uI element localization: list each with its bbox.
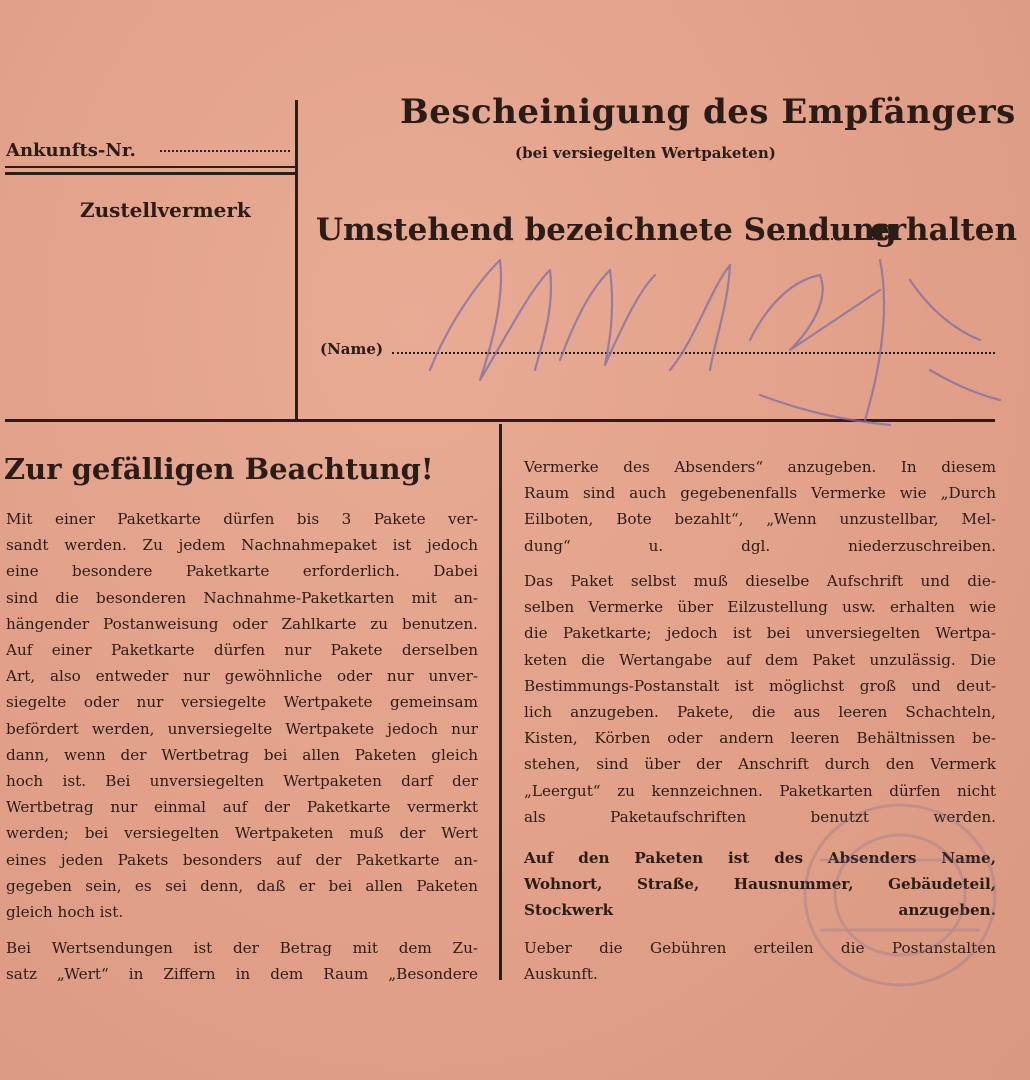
text-line: Vermerke des Absenders“ anzugeben. In diesem [524,458,996,476]
delivery-note-label: Zustellvermerk [80,198,251,222]
text-line: Bei Wertsendungen ist der Betrag mit dem Zu- [6,939,478,957]
certificate-subtitle: (bei versiegelten Wertpaketen) [515,144,776,162]
text-line: Wertbetrag nur einmal auf der Paketkarte vermerkt [6,798,478,817]
arrival-number-label: Ankunfts-Nr. [6,140,136,161]
text-line: Auskunft. [524,965,598,984]
text-line: Auf den Paketen ist des Absenders Name, [524,849,996,867]
text-line: Bestimmungs-Postanstalt ist möglichst groß und deut- [524,676,996,695]
notice-heading: Zur gefälligen Beachtung! [4,452,434,486]
text-line: eine besondere Paketkarte erforderlich. Dabei [6,562,478,581]
name-label: (Name) [320,340,384,358]
text-line: Eilboten, Bote bezahlt“, „Wenn unzustellbar, Mel- [524,510,996,529]
text-line: Das Paket selbst muß dieselbe Aufschrift und die- [524,572,996,590]
received-suffix: erhalten [870,212,1018,248]
vertical-divider-bottom [499,424,502,980]
vertical-divider-top [295,100,298,422]
text-line: Ueber die Gebühren erteilen die Postanstalten [524,939,996,957]
text-line: dung“ u. dgl. niederzuschreiben. [524,536,996,555]
text-line: siegelte oder nur versiegelte Wertpakete gemeinsam [6,693,478,712]
notice-left-paragraph-2 [6,935,478,987]
text-line: keten die Wertangabe auf dem Paket unzulässig. Die [524,650,996,669]
arrival-number-field[interactable] [160,150,290,152]
notice-right-paragraph-1 [524,454,996,559]
text-line: die Paketkarte; jedoch ist bei unversiegelten Wertpa- [524,624,996,643]
text-line: stehen, sind über der Anschrift durch den Vermerk [524,755,996,774]
text-line: gleich hoch ist. [6,903,124,922]
text-line: „Leergut“ zu kennzeichnen. Paketkarten dürfen nicht [524,781,996,800]
text-line: eines jeden Pakets besonders auf der Paketkarte an- [6,850,478,869]
text-line: hoch ist. Bei unversiegelten Wertpaketen darf der [6,772,478,791]
handwritten-signature [410,220,1010,450]
text-line: als Paketaufschriften benutzt werden. [524,807,996,826]
text-line: Stockwerk anzugeben. [524,901,996,920]
text-line: dann, wenn der Wertbetrag bei allen Paketen gleich [6,745,478,764]
arrival-underline [5,166,295,168]
text-line: Art, also entweder nur gewöhnliche oder nur unver- [6,667,478,686]
received-text: Umstehend bezeichnete Sendung [316,212,897,248]
text-line: sandt werden. Zu jedem Nachnahmepaket ist jedoch [6,536,478,555]
postal-stamp-mark [780,780,1020,1010]
certificate-title: Bescheinigung des Empfängers [400,92,1016,132]
text-line: Kisten, Körben oder andern leeren Behältnissen be- [524,729,996,748]
text-line: selben Vermerke über Eilzustellung usw. erhalten wie [524,598,996,617]
text-line: satz „Wert“ in Ziffern in dem Raum „Besondere [6,965,478,984]
text-line: werden; bei versiegelten Wertpaketen muß der Wert [6,824,478,843]
left-box-top-rule [5,172,295,175]
text-line: Auf einer Paketkarte dürfen nur Pakete derselben [6,641,478,660]
text-line: Mit einer Paketkarte dürfen bis 3 Pakete ver- [6,510,478,528]
text-line: befördert werden, unversiegelte Wertpakete jedoch nur [6,719,478,738]
text-line: lich anzugeben. Pakete, die aus leeren Schachteln, [524,703,996,722]
text-line: gegeben sein, es sei denn, daß er bei allen Paketen [6,876,478,895]
notice-left-paragraph-1 [6,506,478,925]
text-line: Raum sind auch gegebenenfalls Vermerke wie „Durch [524,484,996,503]
text-line: hängender Postanweisung oder Zahlkarte zu benutzen. [6,614,478,633]
text-line: Wohnort, Straße, Hausnummer, Gebäudeteil, [524,875,996,894]
text-line: sind die besonderen Nachnahme-Paketkarten mit an- [6,588,478,607]
